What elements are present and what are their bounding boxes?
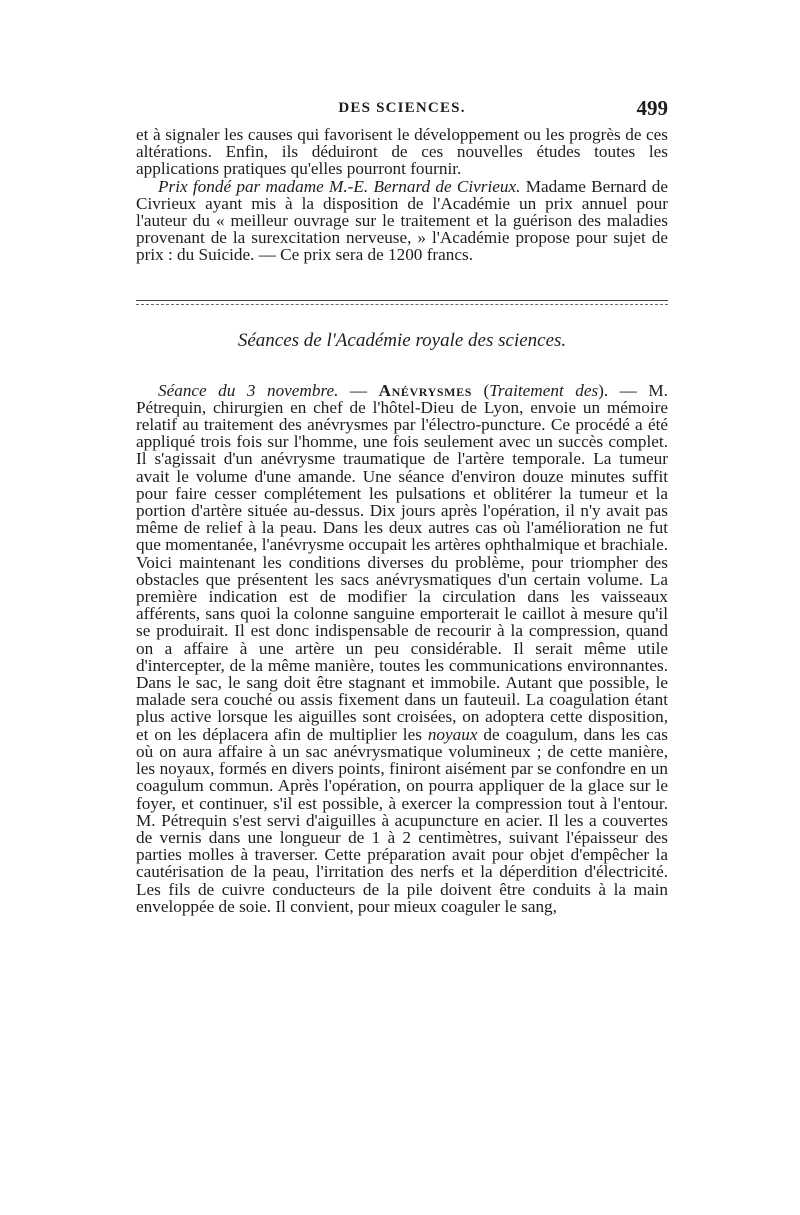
seance-paragraph: [136, 382, 668, 915]
running-head: [136, 96, 668, 126]
seance-date: Séance du 3 novembre.: [158, 380, 339, 400]
seance-topic: Anévrysmes: [378, 380, 472, 400]
seance-body-part2: de coagulum, dans les cas où on aura affaire à un sac anévrysmatique volumineux ; de cette manière, les noyaux, formés en divers points, finiront aisément par se confondre en un coagulum commun. Après l'opération, on pourra appliquer de la glace sur le foyer, et continuer, s'il est possible, à exercer la compression tout à l'entour. M. Pétrequin s'est servi d'aiguilles à acupuncture en acier. Il les a couvertes de vernis dans une longueur de 1 à 2 centimètres, suivant l'épaisseur des parties molles à traverser. Cette préparation avait pour objet d'empêcher la cautérisation de la peau, l'irritation des nerfs et la déperdition d'électricité. Les fils de cuivre conducteurs de la pile doivent être conduits à la main enveloppée de soie. Il convient, pour mieux coaguler le sang,: [136, 724, 668, 916]
divider-line-bottom: [136, 304, 668, 305]
prize-paragraph: [136, 178, 668, 264]
seance-subtopic-open: (: [471, 380, 490, 400]
seance-subtopic-close: ). —: [598, 380, 649, 400]
divider-line-top: [136, 300, 668, 301]
prize-text: Madame Bernard de Civrieux ayant mis à la disposition de l'Académie un prix annuel pour l'auteur du « meilleur ouvrage sur le traitement et la guérison des maladies provenant de la surexcitation nerveuse, » l'Académie propose pour sujet de prix : du Suicide. — Ce prix sera de 1200 francs.: [136, 176, 668, 265]
book-page: [136, 96, 668, 915]
section-title: Séances de l'Académie royale des sciences.: [237, 329, 567, 351]
section-divider: [136, 300, 668, 306]
running-title: DES SCIENCES.: [338, 100, 466, 116]
seance-subtopic: Traitement des: [489, 380, 599, 400]
seance-dash: —: [338, 380, 379, 400]
prize-title: Prix fondé par madame M.-E. Bernard de Civrieux.: [158, 176, 521, 196]
seance-body-part1: M. Pétrequin, chirurgien en chef de l'hôtel-Dieu de Lyon, envoie un mémoire relatif au traitement des anévrysmes par l'électro-puncture. Ce procédé a été appliqué trois fois sur l'homme, une fois seulement avec un succès complet. Il s'agissait d'un anévrysme traumatique de l'artère temporale. La tumeur avait le volume d'une amande. Une séance d'environ douze minutes suffit pour faire cesser complétement les pulsations et oblitérer la tumeur et la portion d'artère située au-dessus. Dix jours après l'opération, il n'y avait pas même de relief à la peau. Dans les deux autres cas où l'amélioration ne fut que momentanée, l'anévrysme occupait les artères ophthalmique et brachiale. Voici maintenant les conditions diverses du problème, pour triompher des obstacles que présentent les sacs anévrysmatiques d'un certain volume. La première indication est de modifier la circulation dans les vaisseaux afférents, sans quoi la colonne sanguine emporterait le caillot à mesure qu'il se produirait. Il est donc indispensable de recourir à la compression, quand on a affaire à une artère un peu considérable. Il serait même utile d'intercepter, de la même manière, toutes les communications environnantes. Dans le sac, le sang doit être stagnant et immobile. Autant que possible, le malade sera couché ou assis fixement dans un fauteuil. La coagulation étant plus active lorsque les aiguilles sont croisées, on adoptera cette disposition, et on les déplacera afin de multiplier les: [136, 380, 668, 744]
seance-italic-word: noyaux: [427, 724, 478, 744]
prize-continuation-paragraph: et à signaler les causes qui favorisent le développement ou les progrès de ces altérations. Enfin, ils déduiront de ces nouvelles études toutes les applications pratiques qu'elles pourront fournir.: [136, 125, 668, 179]
page-number: 499: [636, 96, 668, 120]
